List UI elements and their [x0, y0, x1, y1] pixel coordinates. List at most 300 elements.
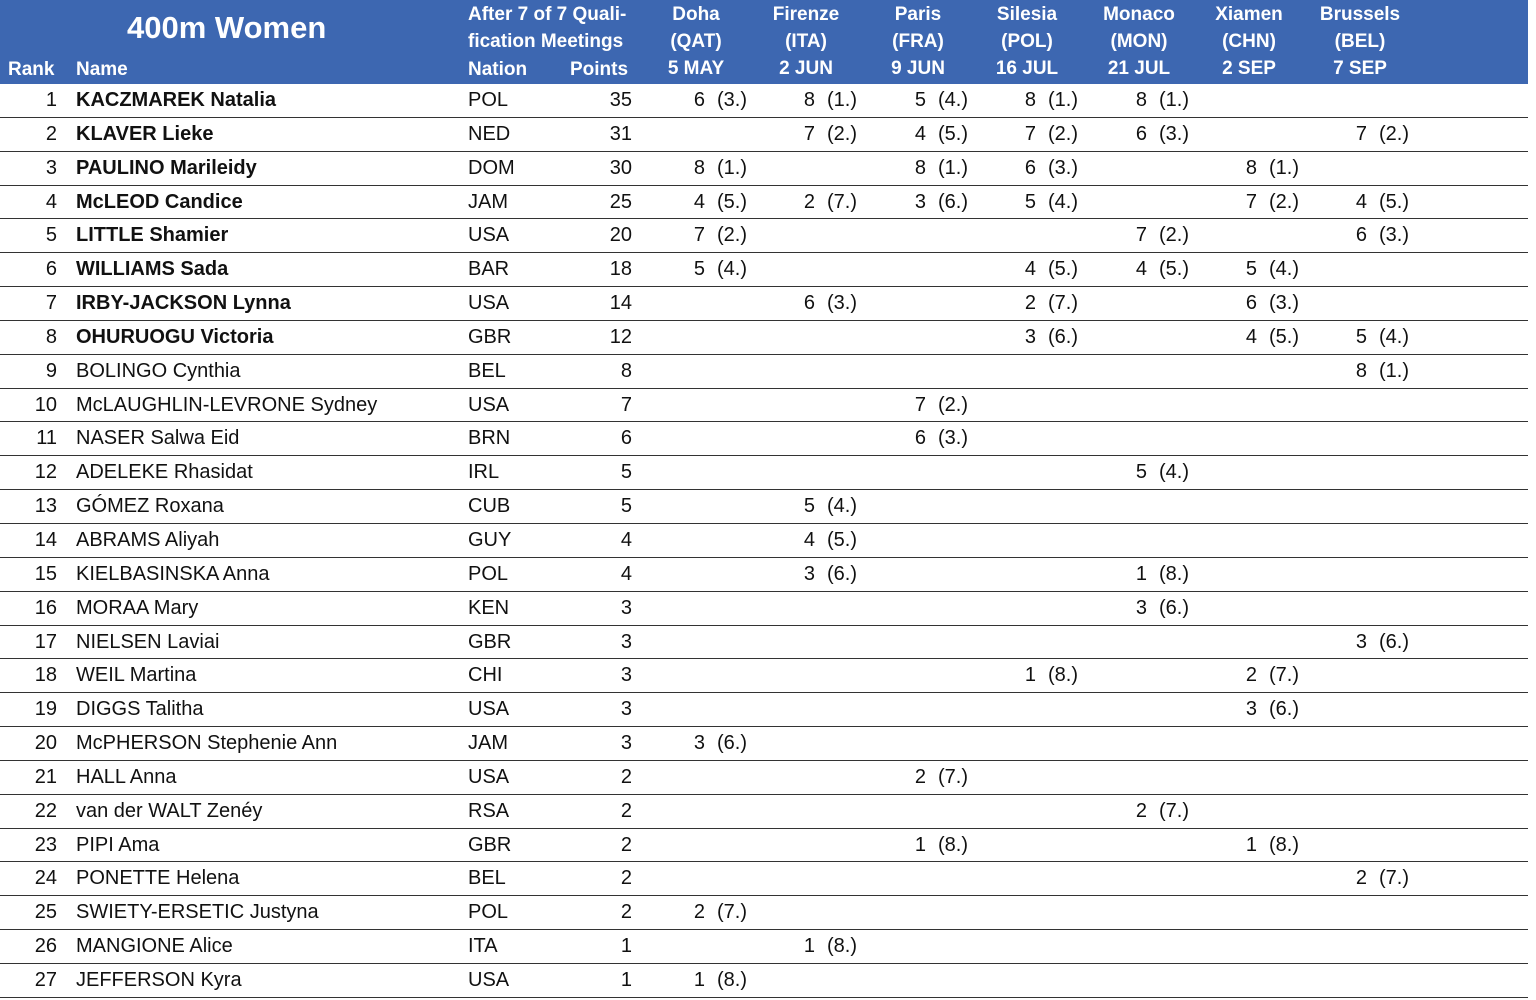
meeting-result-cell — [904, 84, 1014, 116]
nation-cell: IRL — [468, 461, 500, 484]
meeting-result-cell — [1125, 84, 1235, 116]
meeting-result-cell — [683, 84, 793, 116]
meeting-points: 5 — [693, 258, 705, 281]
meeting-place: (7.) — [1048, 292, 1078, 315]
meeting-header-country: (CHN) — [1222, 31, 1276, 52]
meeting-points: 2 — [1245, 664, 1257, 687]
meeting-result-cell — [1345, 118, 1455, 150]
athlete-name-cell: WILLIAMS Sada — [76, 258, 229, 281]
meeting-result-cell — [1235, 829, 1345, 861]
meeting-points: 8 — [1355, 359, 1367, 382]
nation-cell: JAM — [468, 732, 508, 755]
meeting-points: 6 — [914, 427, 926, 450]
meeting-result-cell — [1345, 219, 1455, 251]
meeting-points: 1 — [803, 935, 815, 958]
meeting-points: 8 — [1245, 156, 1257, 179]
meeting-place: (7.) — [827, 190, 857, 213]
rank-cell: 13 — [34, 495, 57, 518]
athlete-name-cell: NIELSEN Laviai — [76, 630, 220, 653]
rank-cell: 6 — [45, 258, 57, 281]
meeting-result-cell — [683, 253, 793, 285]
meeting-result-cell — [793, 118, 903, 150]
nation-cell: DOM — [468, 156, 515, 179]
meeting-points: 2 — [914, 765, 926, 788]
meeting-place: (1.) — [1269, 156, 1299, 179]
points-cell: 3 — [620, 698, 632, 721]
meeting-place: (5.) — [1269, 325, 1299, 348]
nation-column-header: Nation — [468, 59, 528, 80]
meeting-points: 7 — [1245, 190, 1257, 213]
page-title: 400m Women — [127, 10, 327, 45]
points-cell: 7 — [620, 393, 632, 416]
rank-cell: 12 — [34, 461, 57, 484]
athlete-name-cell: LITTLE Shamier — [76, 224, 229, 247]
rank-cell: 7 — [45, 292, 57, 315]
meeting-points: 5 — [1135, 461, 1147, 484]
nation-cell: KEN — [468, 596, 510, 619]
meeting-result-cell — [1345, 862, 1455, 894]
meeting-header-date: 21 JUL — [1107, 58, 1171, 79]
athlete-name-cell: McLEOD Candice — [76, 190, 243, 213]
meeting-place: (3.) — [717, 89, 747, 111]
nation-cell: POL — [468, 562, 509, 585]
meeting-result-cell — [793, 558, 903, 590]
athlete-name-cell: PAULINO Marileidy — [76, 156, 257, 179]
meeting-result-cell — [904, 152, 1014, 184]
nation-cell: USA — [468, 393, 510, 416]
meeting-result-cell — [683, 152, 793, 184]
points-cell: 6 — [620, 427, 632, 450]
meeting-place: (5.) — [1379, 190, 1409, 213]
meeting-result-cell — [1014, 118, 1124, 150]
meeting-result-cell — [1235, 152, 1345, 184]
points-cell: 8 — [620, 359, 632, 382]
points-cell: 2 — [620, 833, 632, 856]
meeting-points: 2 — [1135, 799, 1147, 822]
athlete-name-cell: BOLINGO Cynthia — [76, 359, 241, 382]
meeting-result-cell — [683, 186, 793, 218]
meeting-points: 3 — [914, 190, 926, 213]
meeting-points: 6 — [1024, 156, 1036, 179]
table-row — [0, 287, 1528, 321]
meeting-place: (2.) — [1048, 122, 1078, 145]
points-cell: 2 — [620, 867, 632, 890]
meeting-place: (3.) — [1379, 224, 1409, 247]
meeting-result-cell — [1014, 321, 1124, 353]
table-row — [0, 253, 1528, 287]
meeting-header-country: (MON) — [1110, 31, 1168, 52]
table-row — [0, 727, 1528, 761]
points-cell: 14 — [609, 292, 632, 315]
meeting-result-cell — [1345, 186, 1455, 218]
meeting-points: 8 — [1024, 89, 1036, 111]
meeting-points: 1 — [1024, 664, 1036, 687]
meeting-result-cell — [793, 490, 903, 522]
nation-cell: RSA — [468, 799, 510, 822]
points-cell: 3 — [620, 596, 632, 619]
meeting-place: (4.) — [1269, 258, 1299, 281]
meeting-result-cell — [1125, 795, 1235, 827]
points-cell: 20 — [609, 224, 632, 247]
meeting-place: (1.) — [1159, 89, 1189, 111]
meeting-points: 8 — [1135, 89, 1147, 111]
meeting-place: (6.) — [1159, 596, 1189, 619]
table-row — [0, 355, 1528, 389]
table-row — [0, 118, 1528, 152]
meeting-points: 5 — [1024, 190, 1036, 213]
rank-cell: 25 — [34, 901, 57, 924]
nation-cell: BAR — [468, 258, 510, 281]
meeting-result-cell — [1014, 287, 1124, 319]
meeting-points: 6 — [803, 292, 815, 315]
rank-cell: 15 — [34, 562, 57, 585]
meeting-result-cell — [1014, 659, 1124, 691]
meeting-header-country: (BEL) — [1334, 31, 1386, 52]
table-row — [0, 659, 1528, 693]
table-row — [0, 490, 1528, 524]
athlete-name-cell: ADELEKE Rhasidat — [76, 461, 253, 484]
meeting-header-date: 7 SEP — [1333, 58, 1387, 79]
meeting-points: 7 — [914, 393, 926, 416]
meeting-result-cell — [1014, 84, 1124, 116]
meeting-result-cell — [1014, 253, 1124, 285]
table-row — [0, 219, 1528, 253]
rank-cell: 14 — [34, 528, 57, 551]
meeting-points: 6 — [1135, 122, 1147, 145]
meeting-result-cell — [904, 829, 1014, 861]
meeting-place: (8.) — [938, 833, 968, 856]
athlete-name-cell: MANGIONE Alice — [76, 935, 233, 958]
rank-cell: 18 — [34, 664, 57, 687]
meeting-place: (8.) — [717, 968, 747, 991]
points-cell: 3 — [620, 732, 632, 755]
rank-cell: 21 — [34, 765, 57, 788]
meeting-points: 4 — [803, 528, 815, 551]
rank-cell: 1 — [45, 89, 57, 111]
meeting-result-cell — [1345, 626, 1455, 658]
table-row — [0, 186, 1528, 220]
athlete-name-cell: McPHERSON Stephenie Ann — [76, 732, 338, 755]
qualification-header-line1: After 7 of 7 Quali- — [468, 4, 627, 25]
table-row — [0, 389, 1528, 423]
meeting-result-cell — [1235, 253, 1345, 285]
meeting-points: 3 — [1135, 596, 1147, 619]
nation-cell: USA — [468, 224, 510, 247]
rank-cell: 3 — [45, 156, 57, 179]
meeting-place: (4.) — [938, 89, 968, 111]
meeting-points: 4 — [1245, 325, 1257, 348]
athlete-name-cell: van der WALT Zenéy — [76, 799, 263, 822]
meeting-result-cell — [1125, 558, 1235, 590]
meeting-points: 3 — [693, 732, 705, 755]
athlete-name-cell: NASER Salwa Eid — [76, 427, 240, 450]
meeting-place: (3.) — [1048, 156, 1078, 179]
meeting-place: (3.) — [1269, 292, 1299, 315]
meeting-result-cell — [904, 186, 1014, 218]
meeting-place: (6.) — [827, 562, 857, 585]
meeting-points: 4 — [1135, 258, 1147, 281]
points-cell: 5 — [620, 461, 632, 484]
meeting-place: (3.) — [827, 292, 857, 315]
athlete-name-cell: WEIL Martina — [76, 664, 197, 687]
meeting-place: (8.) — [1269, 833, 1299, 856]
athlete-name-cell: IRBY-JACKSON Lynna — [76, 292, 291, 315]
rank-cell: 11 — [36, 427, 57, 450]
table-row — [0, 693, 1528, 727]
table-row — [0, 896, 1528, 930]
athlete-name-cell: KLAVER Lieke — [76, 122, 214, 145]
meeting-place: (6.) — [1048, 325, 1078, 348]
points-cell: 30 — [609, 156, 632, 179]
meeting-place: (6.) — [1379, 630, 1409, 653]
meeting-result-cell — [1125, 118, 1235, 150]
points-cell: 5 — [620, 495, 632, 518]
points-column-header: Points — [570, 59, 629, 80]
meeting-points: 4 — [1355, 190, 1367, 213]
rank-cell: 5 — [45, 224, 57, 247]
meeting-place: (2.) — [1379, 122, 1409, 145]
table-row — [0, 321, 1528, 355]
meeting-result-cell — [793, 84, 903, 116]
meeting-place: (5.) — [1048, 258, 1078, 281]
meeting-place: (4.) — [1048, 190, 1078, 213]
meeting-place: (4.) — [1379, 325, 1409, 348]
rank-cell: 9 — [45, 359, 57, 382]
table-row — [0, 761, 1528, 795]
meeting-result-cell — [1235, 321, 1345, 353]
table-row — [0, 524, 1528, 558]
meeting-header-country: (ITA) — [785, 31, 827, 52]
athlete-name-cell: KIELBASINSKA Anna — [76, 562, 270, 585]
meeting-place: (8.) — [1048, 664, 1078, 687]
nation-cell: USA — [468, 968, 510, 991]
meeting-result-cell — [1125, 253, 1235, 285]
nation-cell: BEL — [468, 359, 506, 382]
meeting-result-cell — [683, 896, 793, 928]
meeting-header-city: Firenze — [772, 4, 840, 25]
meeting-result-cell — [793, 524, 903, 556]
meeting-points: 4 — [693, 190, 705, 213]
meeting-result-cell — [1125, 456, 1235, 488]
meeting-place: (6.) — [938, 190, 968, 213]
nation-cell: POL — [468, 89, 509, 111]
meeting-place: (7.) — [1269, 664, 1299, 687]
meeting-header-country: (QAT) — [670, 31, 722, 52]
points-cell: 31 — [609, 122, 632, 145]
table-row — [0, 592, 1528, 626]
meeting-points: 5 — [1355, 325, 1367, 348]
meeting-points: 5 — [914, 89, 926, 111]
meeting-place: (5.) — [717, 190, 747, 213]
meeting-header-country: (FRA) — [892, 31, 944, 52]
nation-cell: GUY — [468, 528, 512, 551]
athlete-name-cell: DIGGS Talitha — [76, 698, 204, 721]
meeting-points: 8 — [914, 156, 926, 179]
meeting-result-cell — [683, 219, 793, 251]
points-cell: 18 — [609, 258, 632, 281]
meeting-result-cell — [793, 186, 903, 218]
name-column-header: Name — [76, 59, 128, 80]
meeting-place: (6.) — [717, 732, 747, 755]
meeting-header-city: Monaco — [1103, 4, 1175, 25]
athlete-name-cell: SWIETY-ERSETIC Justyna — [76, 901, 319, 924]
meeting-result-cell — [793, 930, 903, 962]
meeting-place: (3.) — [1159, 122, 1189, 145]
meeting-result-cell — [1235, 186, 1345, 218]
points-cell: 2 — [620, 765, 632, 788]
meeting-header-city: Xiamen — [1215, 4, 1283, 25]
athlete-name-cell: MORAA Mary — [76, 596, 199, 619]
nation-cell: CHI — [468, 664, 503, 687]
meeting-header-city: Paris — [894, 4, 942, 25]
meeting-header-city: Silesia — [996, 4, 1058, 25]
table-row — [0, 422, 1528, 456]
table-row — [0, 152, 1528, 186]
meeting-points: 3 — [803, 562, 815, 585]
table-header — [0, 0, 1528, 84]
athlete-name-cell: McLAUGHLIN-LEVRONE Sydney — [76, 393, 378, 416]
meeting-points: 4 — [914, 122, 926, 145]
meeting-place: (1.) — [1379, 359, 1409, 382]
athlete-name-cell: JEFFERSON Kyra — [76, 968, 242, 991]
meeting-place: (1.) — [938, 156, 968, 179]
qualification-header-line2: fication Meetings — [468, 31, 624, 52]
meeting-points: 7 — [693, 224, 705, 247]
meeting-place: (2.) — [1159, 224, 1189, 247]
meeting-result-cell — [1014, 152, 1124, 184]
table-row — [0, 456, 1528, 490]
meeting-points: 7 — [1135, 224, 1147, 247]
rank-cell: 23 — [34, 833, 57, 856]
rank-cell: 22 — [34, 799, 57, 822]
meeting-place: (7.) — [1159, 799, 1189, 822]
meeting-place: (1.) — [1048, 89, 1078, 111]
meeting-points: 2 — [693, 901, 705, 924]
meeting-result-cell — [1345, 321, 1455, 353]
meeting-place: (2.) — [827, 122, 857, 145]
nation-cell: NED — [468, 122, 511, 145]
meeting-header-date: 16 JUL — [995, 58, 1059, 79]
meeting-points: 1 — [1245, 833, 1257, 856]
points-cell: 2 — [620, 901, 632, 924]
points-cell: 1 — [620, 935, 632, 958]
table-row — [0, 829, 1528, 863]
table-row — [0, 795, 1528, 829]
rank-cell: 24 — [34, 867, 57, 890]
meeting-header-city: Doha — [672, 4, 720, 25]
meeting-place: (5.) — [938, 122, 968, 145]
rank-cell: 26 — [34, 935, 57, 958]
meeting-header-date: 5 MAY — [667, 58, 725, 79]
results-table-body — [0, 84, 1528, 998]
meeting-header-city: Brussels — [1319, 4, 1401, 25]
athlete-name-cell: ABRAMS Aliyah — [76, 528, 220, 551]
rank-cell: 4 — [45, 190, 57, 213]
rank-column-header: Rank — [8, 59, 55, 80]
table-row — [0, 84, 1528, 118]
rank-cell: 10 — [34, 393, 57, 416]
meeting-points: 1 — [914, 833, 926, 856]
athlete-name-cell: PIPI Ama — [76, 833, 160, 856]
nation-cell: ITA — [468, 935, 498, 958]
meeting-points: 6 — [1245, 292, 1257, 315]
points-cell: 4 — [620, 528, 632, 551]
meeting-result-cell — [793, 287, 903, 319]
meeting-place: (5.) — [827, 528, 857, 551]
meeting-header-date: 9 JUN — [891, 58, 945, 79]
meeting-points: 7 — [803, 122, 815, 145]
meeting-header-country: (POL) — [1001, 31, 1053, 52]
meeting-result-cell — [1235, 287, 1345, 319]
meeting-points: 7 — [1024, 122, 1036, 145]
meeting-place: (1.) — [827, 89, 857, 111]
table-row — [0, 930, 1528, 964]
meeting-place: (2.) — [717, 224, 747, 247]
meeting-result-cell — [683, 727, 793, 759]
meeting-points: 3 — [1355, 630, 1367, 653]
meeting-points: 5 — [1245, 258, 1257, 281]
meeting-place: (2.) — [1269, 190, 1299, 213]
meeting-result-cell — [904, 422, 1014, 454]
nation-cell: USA — [468, 765, 510, 788]
meeting-points: 7 — [1355, 122, 1367, 145]
meeting-result-cell — [1125, 592, 1235, 624]
nation-cell: BEL — [468, 867, 506, 890]
meeting-result-cell — [1235, 693, 1345, 725]
rank-cell: 20 — [34, 732, 57, 755]
nation-cell: JAM — [468, 190, 508, 213]
nation-cell: USA — [468, 698, 510, 721]
table-row — [0, 626, 1528, 660]
meeting-place: (1.) — [717, 156, 747, 179]
meeting-place: (7.) — [1379, 867, 1409, 890]
meeting-result-cell — [1125, 219, 1235, 251]
meeting-header-date: 2 JUN — [779, 58, 833, 79]
meeting-points: 3 — [1024, 325, 1036, 348]
meeting-place: (4.) — [1159, 461, 1189, 484]
rank-cell: 17 — [34, 630, 57, 653]
nation-cell: GBR — [468, 630, 512, 653]
meeting-result-cell — [1235, 659, 1345, 691]
athlete-name-cell: HALL Anna — [76, 765, 177, 788]
nation-cell: GBR — [468, 325, 512, 348]
meeting-points: 6 — [693, 89, 705, 111]
points-cell: 25 — [609, 190, 632, 213]
table-row — [0, 558, 1528, 592]
meeting-header-date: 2 SEP — [1222, 58, 1276, 79]
meeting-points: 3 — [1245, 698, 1257, 721]
rank-cell: 8 — [45, 325, 57, 348]
meeting-result-cell — [904, 761, 1014, 793]
meeting-result-cell — [1345, 355, 1455, 387]
athlete-name-cell: KACZMAREK Natalia — [76, 89, 277, 111]
athlete-name-cell: PONETTE Helena — [76, 867, 240, 890]
points-cell: 2 — [620, 799, 632, 822]
meeting-points: 2 — [1024, 292, 1036, 315]
nation-cell: GBR — [468, 833, 512, 856]
meeting-points: 1 — [1135, 562, 1147, 585]
meeting-place: (7.) — [717, 901, 747, 924]
rank-cell: 16 — [34, 596, 57, 619]
table-row — [0, 964, 1528, 998]
meeting-points: 5 — [803, 495, 815, 518]
meeting-result-cell — [683, 964, 793, 996]
points-cell: 3 — [620, 630, 632, 653]
nation-cell: CUB — [468, 495, 511, 518]
points-cell: 12 — [609, 325, 632, 348]
nation-cell: BRN — [468, 427, 511, 450]
athlete-name-cell: GÓMEZ Roxana — [76, 495, 224, 518]
